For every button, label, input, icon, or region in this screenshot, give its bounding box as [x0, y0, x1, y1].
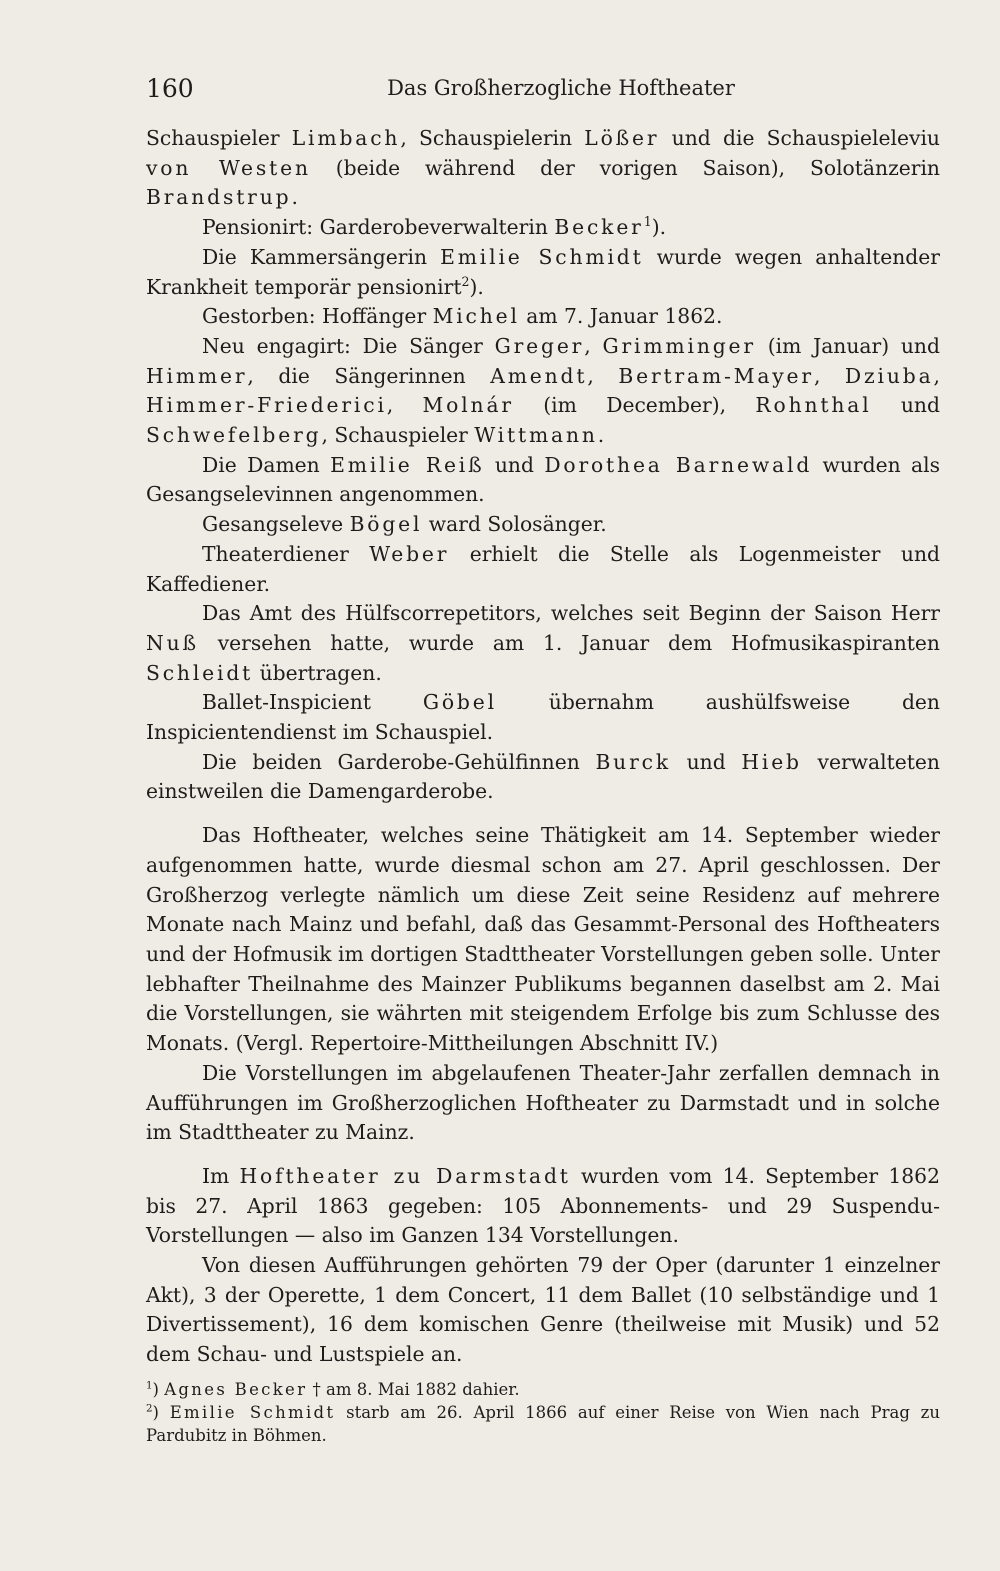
spaced-name: Emilie Reiß	[330, 452, 485, 477]
paragraph	[146, 540, 940, 599]
text-run: Von diesen Aufführungen gehörten 79 der Oper (darunter 1 einzelner Akt), 3 der Operette, 1 dem Concert, 11 dem Ballet (10 selbständige und 1 Divertissement), 16 dem komischen Genre (theilweise mit Musik) und 52 dem Schau- und Lustspiele an.	[146, 1253, 940, 1367]
text-run: Theaterdiener	[202, 541, 370, 566]
text-run: ,	[386, 393, 423, 418]
page-number: 160	[146, 74, 194, 103]
text-run: (im December),	[513, 393, 756, 418]
paragraph	[146, 1059, 940, 1148]
spaced-name: Wittmann	[474, 423, 598, 448]
spaced-name: Hoftheater zu Darmstadt	[239, 1163, 571, 1188]
text-run: verwalteten einstweilen die Damengarderobe.	[146, 749, 940, 804]
spaced-name: Grimminger	[602, 333, 756, 358]
spaced-name: Himmer-Friederici	[146, 393, 387, 418]
text-run: starb am 26. April 1866 auf einer Reise von Wien nach Prag zu Pardubitz in Böhmen.	[146, 1403, 940, 1445]
spaced-name: Bertram-Mayer	[618, 363, 814, 388]
text-run: Die Damen	[202, 452, 331, 477]
spaced-name: Lößer	[584, 126, 660, 150]
text-run: wurde wegen anhaltender Krankheit temporär pensionirt	[146, 244, 940, 299]
spaced-name: Nuß	[146, 630, 199, 655]
spaced-name: Schwefelberg	[146, 423, 322, 448]
running-title: Das Großherzogliche Hoftheater	[387, 76, 735, 100]
spaced-name: Weber	[369, 541, 450, 566]
text-run: wurden als Gesangselevinnen angenommen.	[146, 452, 941, 507]
text-run: am 7. Januar 1862.	[519, 304, 723, 329]
spaced-name: Rohnthal	[755, 393, 872, 418]
footnote-mark-paren: )	[152, 1403, 170, 1422]
text-run: Die Vorstellungen im abgelaufenen Theater-Jahr zerfallen demnach in Aufführungen im Großherzoglichen Hoftheater zu Darmstadt und in solche im Stadttheater zu Mainz.	[146, 1060, 940, 1145]
paragraph	[146, 332, 940, 451]
text-run: und	[670, 749, 742, 774]
spaced-name: Michel	[432, 304, 520, 329]
text-run: Die Kammersängerin	[202, 244, 441, 269]
text-run: Pensionirt: Garderobeverwalterin	[202, 215, 555, 240]
text-run: Ballet-Inspicient	[202, 690, 423, 715]
text-run: (beide während der vorigen Saison), Solotänzerin	[310, 155, 940, 180]
text-run: ,	[813, 363, 845, 388]
text-run: Die beiden Garderobe-Gehülfinnen	[202, 749, 596, 774]
footnote-mark: 2	[146, 1403, 153, 1415]
paragraph	[146, 748, 940, 807]
spaced-name: Schleidt	[146, 660, 254, 685]
text-run: Gestorben: Hoffänger	[202, 304, 433, 329]
text-run: ward Solosänger.	[422, 512, 607, 537]
spaced-name: Burck	[595, 749, 671, 774]
spaced-name: Amendt	[490, 363, 588, 388]
paragraph	[146, 688, 940, 747]
paragraph	[146, 302, 940, 332]
text-run: übernahm aushülfsweise den Inspicientendienst im Schauspiel.	[146, 690, 940, 745]
spaced-name: Agnes Becker	[164, 1380, 308, 1399]
text-run: , Schauspieler	[321, 423, 475, 448]
spaced-name: Limbach	[291, 126, 401, 150]
text-run: (im Januar) und	[755, 333, 940, 358]
page-header	[146, 74, 936, 108]
text-run: und	[871, 393, 940, 418]
paragraph	[146, 1251, 940, 1370]
text-run: ).	[651, 215, 667, 240]
text-run: und	[484, 452, 545, 477]
text-run: übertragen.	[253, 660, 382, 685]
text-run: , die Sängerinnen	[247, 363, 491, 388]
paragraph	[146, 599, 940, 688]
spaced-name: Hieb	[741, 749, 802, 774]
text-run: und die Schauspieleleviu	[659, 126, 940, 150]
footnote-mark: 1	[146, 1380, 153, 1392]
spaced-name: Becker	[554, 215, 644, 240]
text-run: ).	[469, 274, 484, 299]
text-run: , Schauspielerin	[400, 126, 585, 150]
spaced-name: Himmer	[146, 363, 248, 388]
footnote	[146, 1401, 940, 1447]
footnote-mark-paren: )	[152, 1380, 165, 1399]
footnote	[146, 1378, 940, 1401]
text-run: .	[291, 185, 298, 210]
paragraph	[146, 213, 940, 243]
paragraph	[146, 124, 940, 213]
spaced-name: Molnár	[422, 393, 514, 418]
body-text	[146, 124, 940, 1370]
footnote-ref: 1	[643, 214, 652, 230]
text-run: † am 8. Mai 1882 dahier.	[307, 1380, 520, 1399]
text-run: wurden vom 14. September 1862 bis 27. April 1863 gegeben: 105 Abonnements- und 29 Suspendu-Vorstellungen — also im Ganzen 134 Vorstellungen.	[146, 1163, 940, 1248]
text-run: Schauspieler	[146, 126, 292, 150]
spaced-name: Göbel	[422, 690, 497, 715]
spaced-name: Emilie Schmidt	[169, 1403, 336, 1422]
paragraph	[146, 1162, 940, 1251]
spaced-name: Emilie Schmidt	[440, 244, 644, 269]
text-run: Neu engagirt: Die Sänger	[202, 333, 495, 358]
text-run: .	[597, 423, 605, 448]
spaced-name: von Westen	[146, 155, 311, 180]
text-run: Gesangseleve	[202, 512, 350, 537]
text-run: ,	[584, 333, 603, 358]
spaced-name: Brandstrup	[146, 185, 292, 210]
spaced-name: Dziuba	[844, 363, 934, 388]
text-run: versehen hatte, wurde am 1. Januar dem Hofmusikaspiranten	[198, 630, 940, 655]
text-run: erhielt die Stelle als Logenmeister und Kaffediener.	[146, 541, 940, 596]
spaced-name: Greger	[494, 333, 585, 358]
paragraph	[146, 243, 940, 302]
paragraph	[146, 510, 940, 540]
text-run: Im	[202, 1163, 240, 1188]
text-run: ,	[587, 363, 619, 388]
spaced-name: Dorothea Barnewald	[544, 452, 813, 477]
footnote-ref: 2	[461, 273, 470, 289]
footnotes	[146, 1378, 940, 1447]
spaced-name: Bögel	[349, 512, 423, 537]
paragraph	[146, 821, 940, 1059]
paragraph	[146, 451, 940, 510]
text-run: Das Amt des Hülfscorrepetitors, welches seit Beginn der Saison Herr	[202, 601, 940, 626]
text-run: Das Hoftheater, welches seine Thätigkeit am 14. September wieder aufgenommen hatte, wurde diesmal schon am 27. April geschlossen. Der Großherzog verlegte nämlich um diese Zeit seine Residenz auf mehrere Monate nach Mainz und befahl, daß das Gesammt-Personal des Hoftheaters und der Hofmusik im dortigen Stadttheater Vorstellungen geben solle. Unter lebhafter Theilnahme des Mainzer Publikums begannen daselbst am 2. Mai die Vorstellungen, sie währten mit steigendem Erfolge bis zum Schlusse des Monats. (Vergl. Repertoire-Mittheilungen Abschnitt IV.)	[146, 823, 940, 1056]
text-run: ,	[933, 363, 940, 388]
